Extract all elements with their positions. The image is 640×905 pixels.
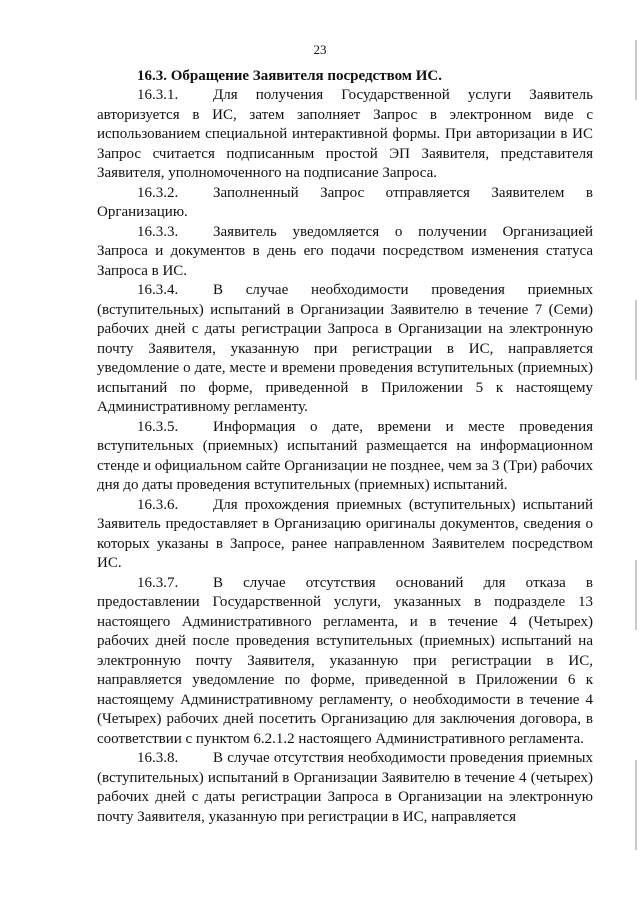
paragraph-16-3-1	[97, 86, 593, 184]
paragraph-text: Заполненный Запрос отправляется Заявителем в Организацию.	[97, 184, 593, 220]
paragraph-text: Для прохождения приемных (вступительных) испытаний Заявитель предоставляет в Организацию оригиналы документов, сведения о которых указаны в Запросе, ранее направленном Заявителем посредством ИС.	[97, 496, 593, 571]
paragraph-16-3-2	[97, 184, 593, 223]
page-number: 23	[313, 42, 327, 57]
paragraph-number: 16.3.8.	[137, 750, 179, 766]
section-heading: 16.3. Обращение Заявителя посредством ИС.	[137, 68, 443, 84]
paragraph-number: 16.3.6.	[137, 496, 179, 513]
paragraph-number: 16.3.3.	[137, 223, 179, 240]
paragraph-number: 16.3.5.	[137, 418, 179, 435]
scan-edge-mark	[635, 300, 637, 380]
scan-edge-mark	[635, 760, 637, 850]
paragraph-16-3-4	[97, 281, 593, 418]
paragraph-text: Заявитель уведомляется о получении Организацией Запроса и документов в день его подачи посредством изменения статуса Запроса в ИС.	[97, 223, 593, 279]
paragraph-text: Для получения Государственной услуги Заявитель авторизуется в ИС, затем заполняет Запрос в электронном виде с использованием специальной интерактивной формы. При авторизации в ИС Запрос считается подписанным простой ЭП Заявителя, представителя Заявителя, уполномоченного на подписание Запроса.	[97, 87, 593, 181]
paragraph-number: 16.3.1.	[137, 87, 179, 103]
scan-edge-mark	[635, 40, 637, 100]
paragraph-text: В случае отсутствия оснований для отказа в предоставлении Государственной услуги, указанных в подразделе 13 настоящего Административного регламента, и в течение 4 (Четырех) рабочих дней после проведения вступительных (приемных) испытаний на электронную почту Заявителя, указанную при регистрации в ИС, направляется уведомление по форме, приведенной в Приложении 6 к настоящему Административному регламенту, о необходимости в течение 4 (Четырех) рабочих дней посетить Организацию для заключения договора, в соответствии с пунктом 6.2.1.2 настоящего Административного регламента.	[97, 574, 593, 747]
paragraph-16-3-6	[97, 496, 593, 574]
document-body	[97, 66, 593, 827]
paragraph-number: 16.3.7.	[137, 574, 179, 591]
paragraph-text: Информация о дате, времени и месте проведения вступительных (приемных) испытаний размещается на информационном стенде и официальном сайте Организации не позднее, чем за 3 (Три) рабочих дня до даты проведения вступительных (приемных) испытаний.	[97, 418, 593, 493]
scan-edge-mark	[635, 560, 637, 630]
paragraph-text: В случае отсутствия необходимости проведения приемных (вступительных) испытаний в Организации Заявителю в течение 4 (четырех) рабочих дней с даты регистрации Запроса в Организации на электронную почту Заявителя, указанную при регистрации в ИС, направляется	[97, 750, 593, 825]
paragraph-16-3-8	[97, 749, 593, 827]
paragraph-16-3-7	[97, 574, 593, 750]
paragraph-number: 16.3.4.	[137, 282, 179, 298]
paragraph-number: 16.3.2.	[137, 184, 179, 201]
paragraph-16-3-3	[97, 223, 593, 282]
paragraph-16-3-5	[97, 418, 593, 496]
paragraph-text: В случае необходимости проведения приемных (вступительных) испытаний в Организации Заявителю в течение 7 (Семи) рабочих дней с даты регистрации Запроса в Организации на электронную почту Заявителя, указанную при регистрации в ИС, направляется уведомление о дате, месте и времени проведения вступительных (приемных) испытаний по форме, приведенной в Приложении 5 к настоящему Административному регламенту.	[97, 282, 593, 415]
scan-edge-marks	[631, 0, 637, 905]
